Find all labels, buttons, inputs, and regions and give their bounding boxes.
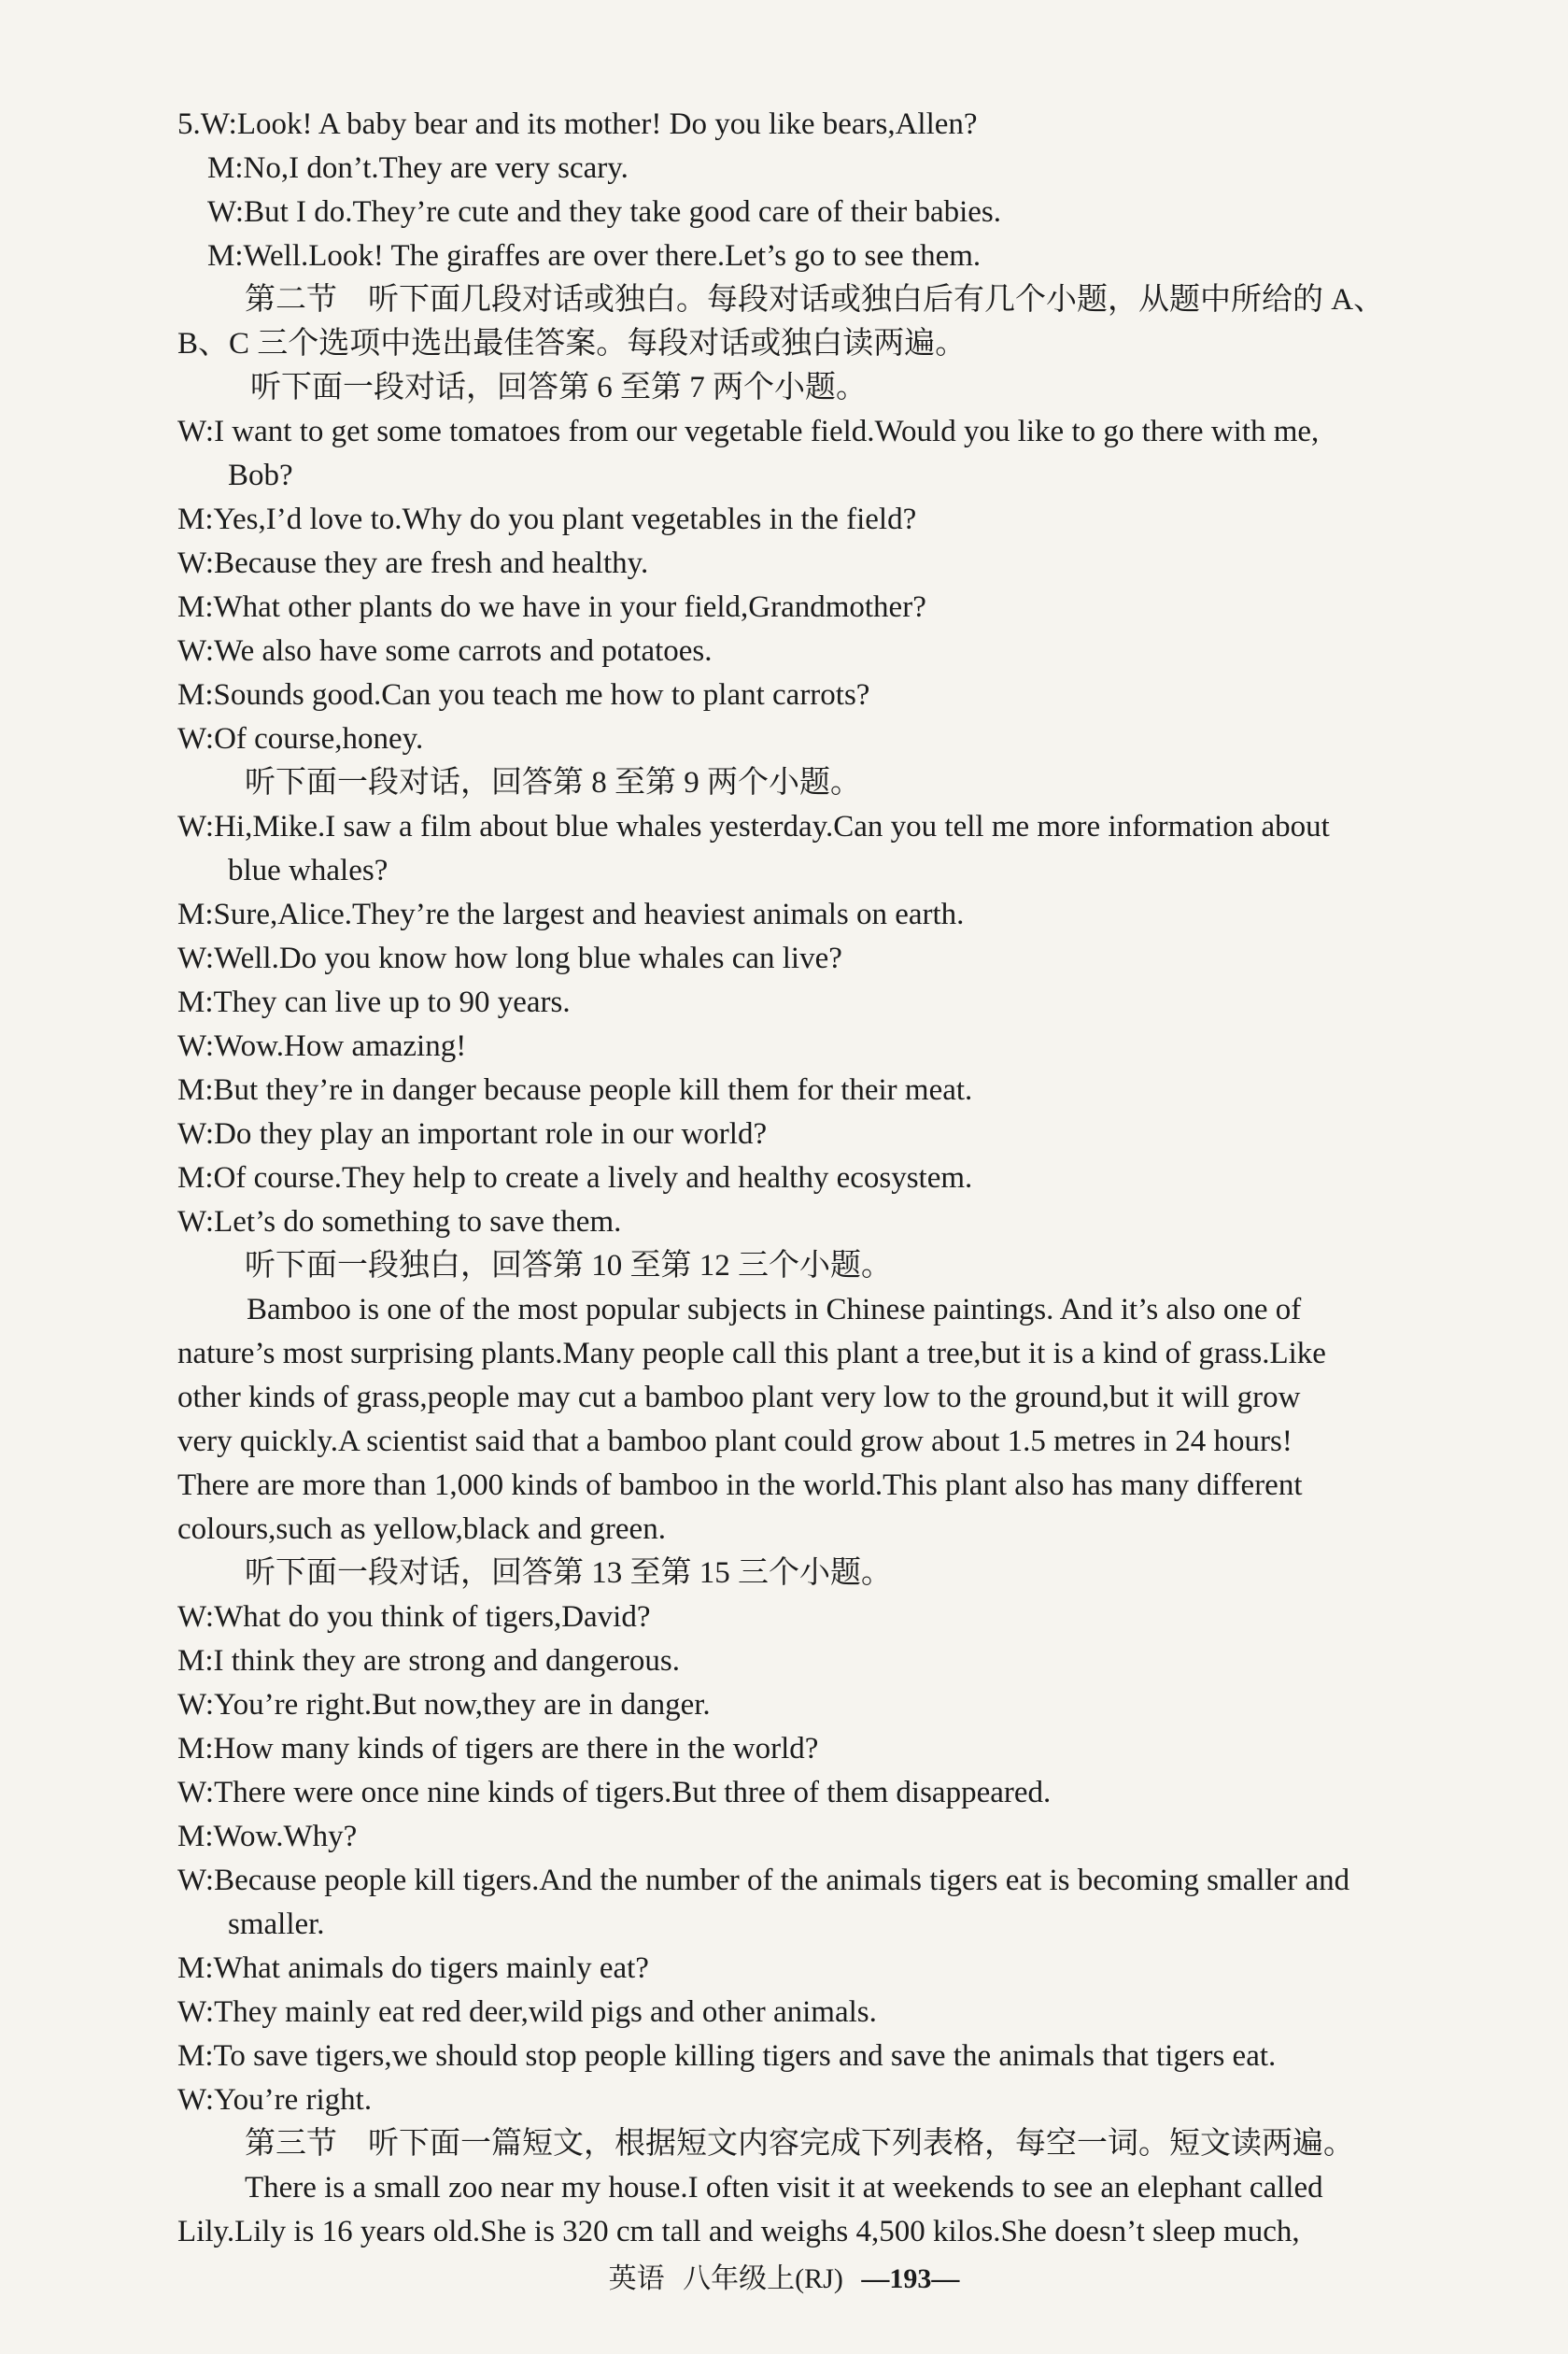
dialog13-line-3: W:You’re right.But now,they are in danger. xyxy=(177,1688,711,1722)
dialog8-line-1: W:Hi,Mike.I saw a film about blue whales yesterday.Can you tell me more information about xyxy=(177,810,1330,844)
q5-line-4: M:Well.Look! The giraffes are over there.Let’s go to see them. xyxy=(207,239,982,273)
dialog8-line-2: blue whales? xyxy=(228,854,388,887)
section2-heading-line-1: 第二节 听下面几段对话或独白。每段对话或独白后有几个小题，从题中所给的 A、 xyxy=(245,283,1385,317)
dialog8-line-4: W:Well.Do you know how long blue whales can live? xyxy=(177,942,842,975)
dialog13-line-11: M:To save tigers,we should stop people killing tigers and save the animals that tigers eat. xyxy=(177,2039,1277,2073)
dialog13-line-7: W:Because people kill tigers.And the number of the animals tigers eat is becoming smaller and xyxy=(177,1864,1350,1897)
dialog13-line-8: smaller. xyxy=(228,1907,325,1941)
dialog6-line-3: M:Yes,I’d love to.Why do you plant vegetables in the field? xyxy=(177,503,917,536)
dialog13-line-1: W:What do you think of tigers,David? xyxy=(177,1600,651,1634)
section3-line-1: There is a small zoo near my house.I often visit it at weekends to see an elephant called xyxy=(245,2171,1323,2205)
dialog6-line-7: M:Sounds good.Can you teach me how to plant carrots? xyxy=(177,678,870,712)
dialog8-line-7: M:But they’re in danger because people kill them for their meat. xyxy=(177,1073,973,1107)
monologue10-line-4: very quickly.A scientist said that a bamboo plant could grow about 1.5 metres in 24 hours! xyxy=(177,1425,1293,1458)
dialog6-intro: 听下面一段对话，回答第 6 至第 7 两个小题。 xyxy=(250,371,867,404)
dialog8-line-10: W:Let’s do something to save them. xyxy=(177,1205,622,1239)
dialog8-line-9: M:Of course.They help to create a lively and healthy ecosystem. xyxy=(177,1161,973,1195)
monologue10-line-2: nature’s most surprising plants.Many people call this plant a tree,but it is a kind of grass.Like xyxy=(177,1337,1326,1370)
section3-line-2: Lily.Lily is 16 years old.She is 320 cm tall and weighs 4,500 kilos.She doesn’t sleep much, xyxy=(177,2215,1300,2248)
monologue10-line-3: other kinds of grass,people may cut a bamboo plant very low to the ground,but it will grow xyxy=(177,1381,1301,1414)
dialog8-line-8: W:Do they play an important role in our world? xyxy=(177,1117,768,1151)
dialog13-intro: 听下面一段对话，回答第 13 至第 15 三个小题。 xyxy=(245,1556,892,1590)
dialog6-line-2: Bob? xyxy=(228,459,293,492)
dialog6-line-6: W:We also have some carrots and potatoes. xyxy=(177,634,713,668)
monologue10-line-6: colours,such as yellow,black and green. xyxy=(177,1512,666,1546)
footer-grade: 八年级上(RJ) xyxy=(683,2263,843,2294)
dialog8-line-3: M:Sure,Alice.They’re the largest and heaviest animals on earth. xyxy=(177,898,965,931)
dialog6-line-8: W:Of course,honey. xyxy=(177,722,424,756)
dialog8-intro: 听下面一段对话，回答第 8 至第 9 两个小题。 xyxy=(245,766,861,800)
q5-line-1: 5.W:Look! A baby bear and its mother! Do you like bears,Allen? xyxy=(177,107,978,141)
dialog13-line-10: W:They mainly eat red deer,wild pigs and other animals. xyxy=(177,1995,877,2029)
dialog6-line-1: W:I want to get some tomatoes from our vegetable field.Would you like to go there with me, xyxy=(177,415,1320,448)
monologue10-line-1: Bamboo is one of the most popular subjects in Chinese paintings. And it’s also one of xyxy=(247,1293,1302,1326)
footer-page-number: —193— xyxy=(861,2263,960,2294)
section3-heading: 第三节 听下面一篇短文，根据短文内容完成下列表格，每空一词。短文读两遍。 xyxy=(245,2127,1354,2161)
dialog8-line-5: M:They can live up to 90 years. xyxy=(177,986,571,1019)
monologue10-line-5: There are more than 1,000 kinds of bamboo in the world.This plant also has many different xyxy=(177,1468,1303,1502)
section2-heading-line-2: B、C 三个选项中选出最佳答案。每段对话或独白读两遍。 xyxy=(177,327,967,361)
dialog13-line-4: M:How many kinds of tigers are there in the world? xyxy=(177,1732,819,1766)
footer-subject: 英语 xyxy=(608,2263,665,2294)
dialog8-line-6: W:Wow.How amazing! xyxy=(177,1029,467,1063)
monologue10-intro: 听下面一段独白，回答第 10 至第 12 三个小题。 xyxy=(245,1249,892,1283)
q5-line-2: M:No,I don’t.They are very scary. xyxy=(207,151,629,185)
q5-line-3: W:But I do.They’re cute and they take good care of their babies. xyxy=(207,195,1002,229)
dialog6-line-4: W:Because they are fresh and healthy. xyxy=(177,546,649,580)
dialog13-line-6: M:Wow.Why? xyxy=(177,1820,358,1853)
dialog13-line-9: M:What animals do tigers mainly eat? xyxy=(177,1951,649,1985)
dialog13-line-2: M:I think they are strong and dangerous. xyxy=(177,1644,680,1678)
dialog6-line-5: M:What other plants do we have in your field,Grandmother? xyxy=(177,590,926,624)
dialog13-line-5: W:There were once nine kinds of tigers.But three of them disappeared. xyxy=(177,1776,1052,1809)
dialog13-line-12: W:You’re right. xyxy=(177,2083,373,2117)
page-footer xyxy=(0,2261,1568,2298)
